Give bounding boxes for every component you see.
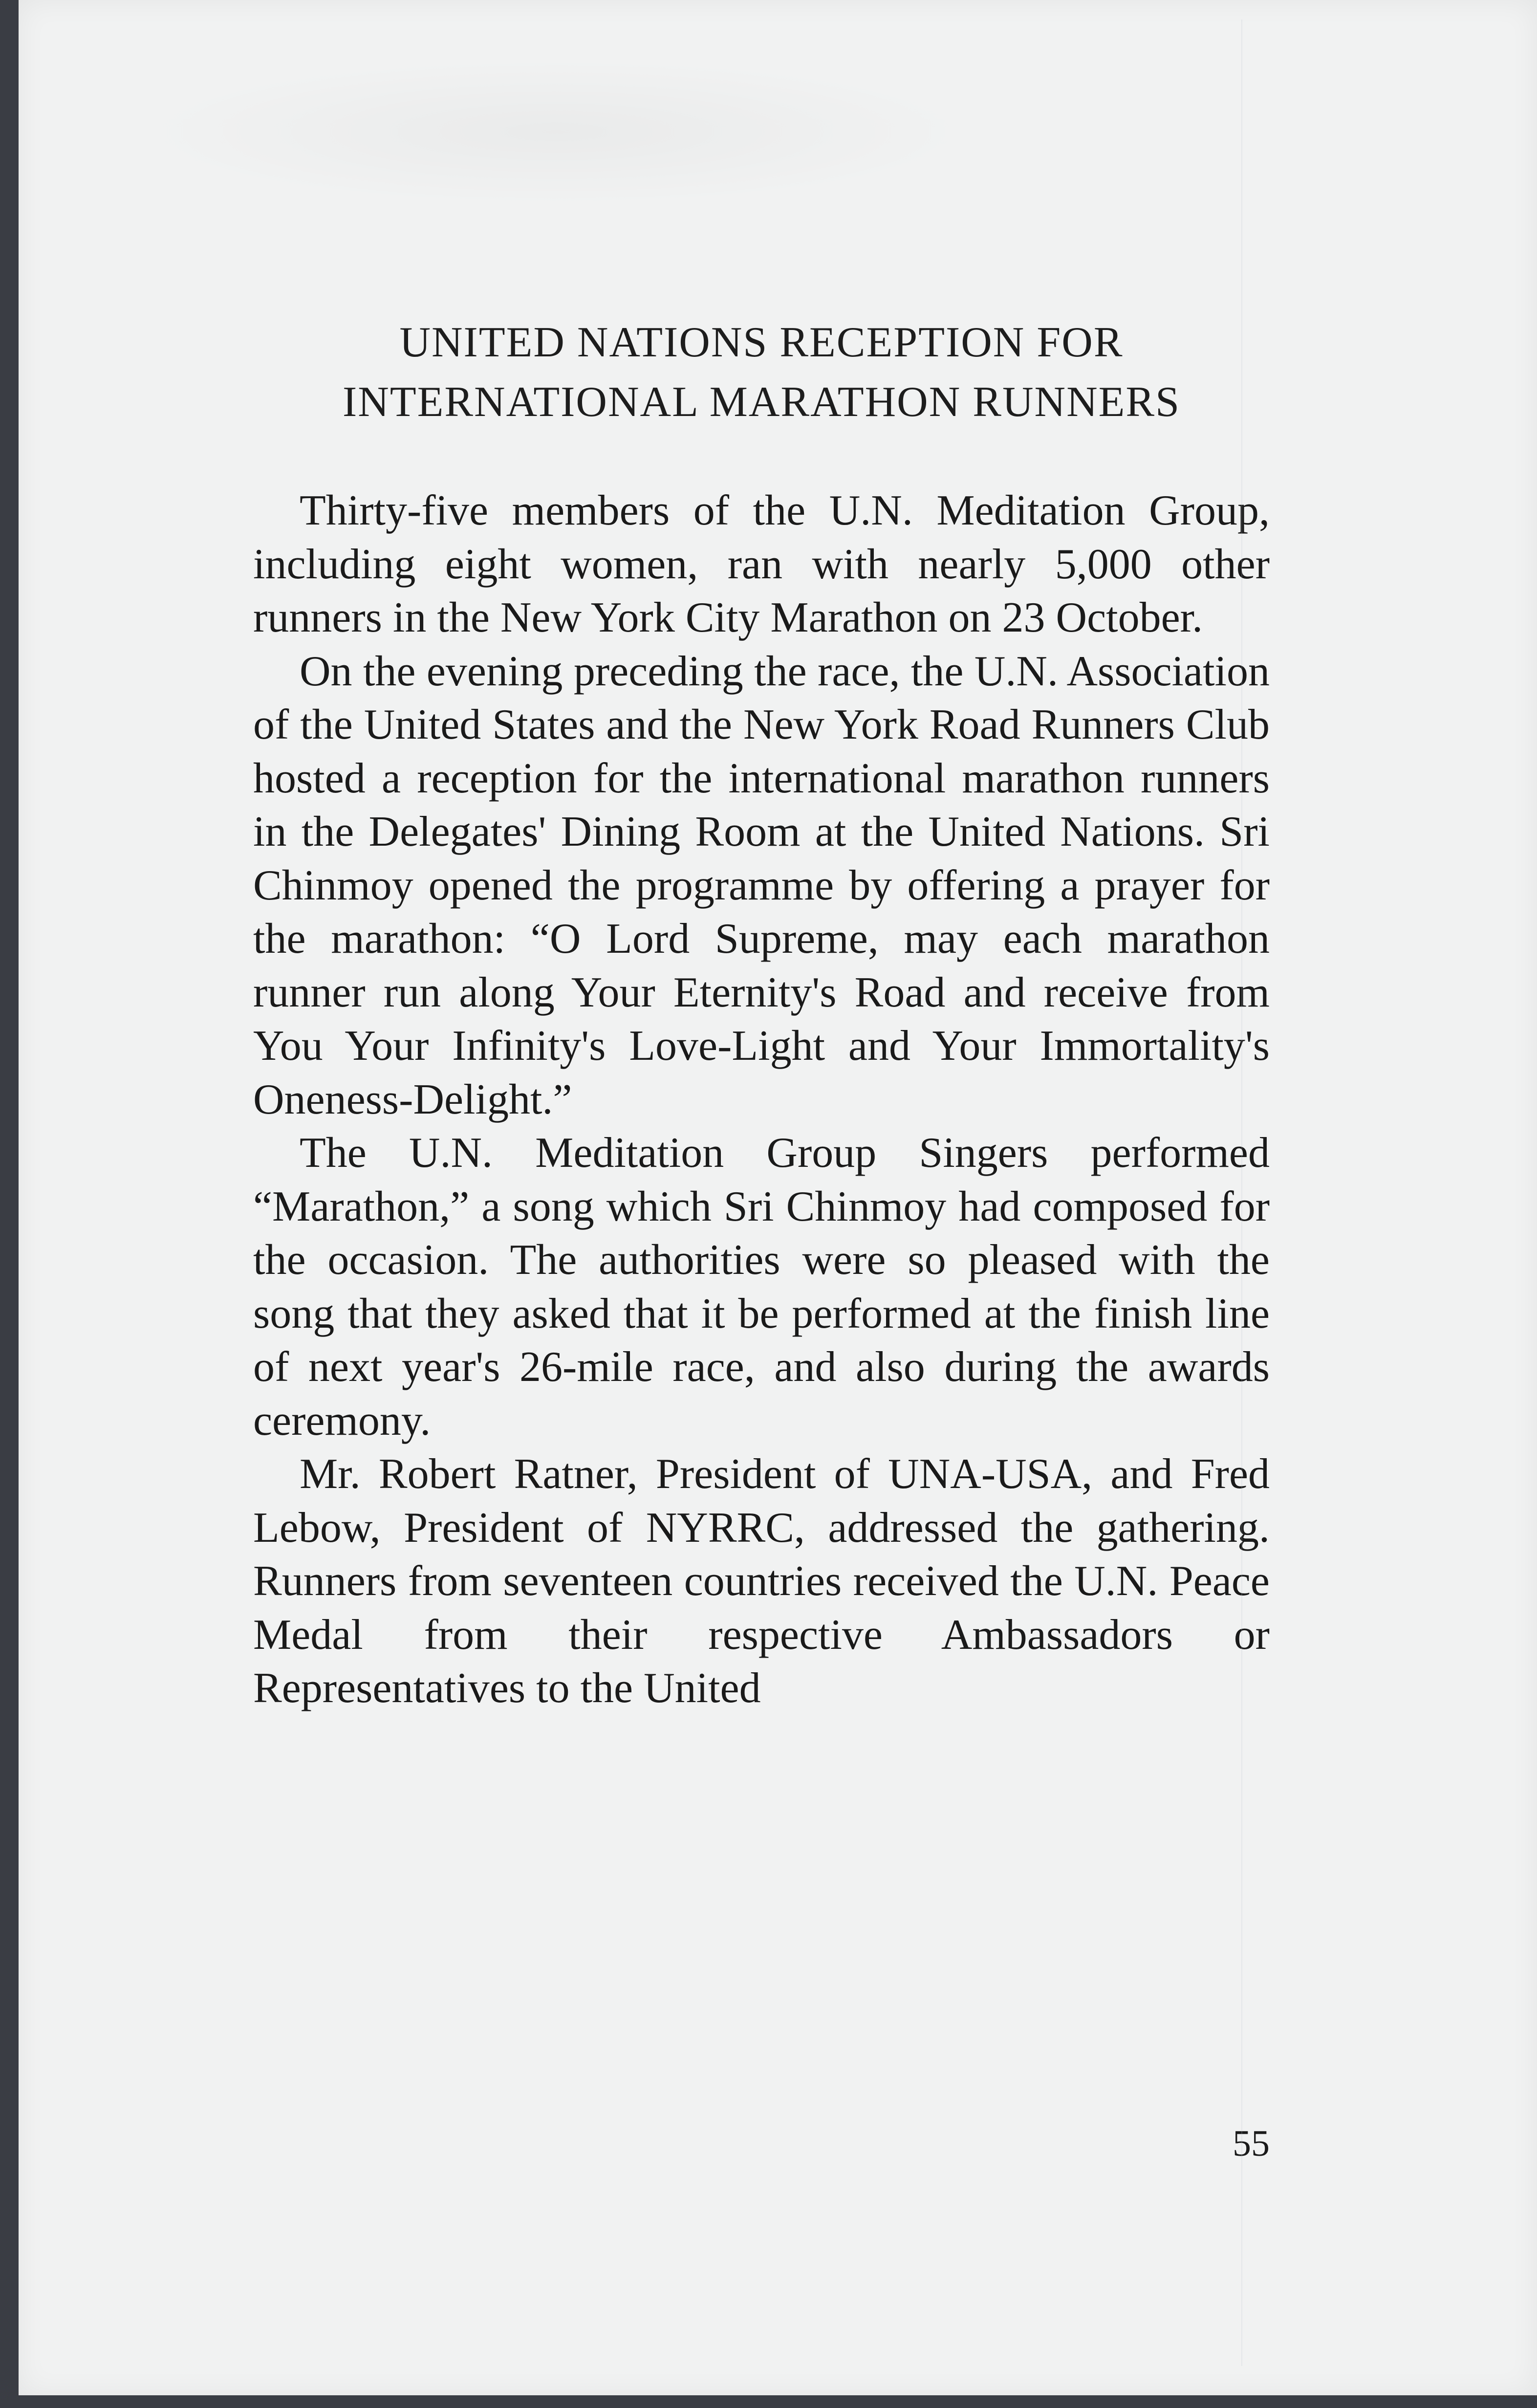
paragraph-2: On the evening preceding the race, the U.N. Association of the United States and the New York Road Runners Club hosted a reception for the international marathon runners in the Delegates' Dining Room at the United Nations. Sri Chinmoy opened the programme by offering a prayer for the marathon: “O Lord Supreme, may each marathon runner run along Your Eternity's Road and receive from You Your Infinity's Love-Light and Your Immortality's Oneness-Delight.” bbox=[253, 647, 1270, 1123]
paragraph-1: Thirty-five members of the U.N. Meditation Group, including eight women, ran with nearly 5,000 other runners in the New York City Marathon on 23 October. bbox=[253, 487, 1270, 641]
paragraph-4: Mr. Robert Ratner, President of UNA-USA, and Fred Lebow, President of NYRRC, addressed the gathering. Runners from seventeen countries received the U.N. Peace Medal from their respective Ambassadors or Representatives to the United bbox=[253, 1450, 1270, 1712]
page-number: 55 bbox=[1233, 2123, 1270, 2164]
paragraph-3: The U.N. Meditation Group Singers performed “Marathon,” a song which Sri Chinmoy had composed for the occasion. The authorities were so pleased with the song that they asked that it be performed at the finish line of next year's 26-mile race, and also during the awards ceremony. bbox=[253, 1129, 1270, 1445]
document-page bbox=[19, 0, 1537, 2395]
title-line-2: INTERNATIONAL MARATHON RUNNERS bbox=[342, 378, 1181, 426]
title-line-1: UNITED NATIONS RECEPTION FOR bbox=[399, 319, 1124, 366]
body-text bbox=[253, 484, 1270, 1715]
page-title bbox=[253, 313, 1270, 432]
